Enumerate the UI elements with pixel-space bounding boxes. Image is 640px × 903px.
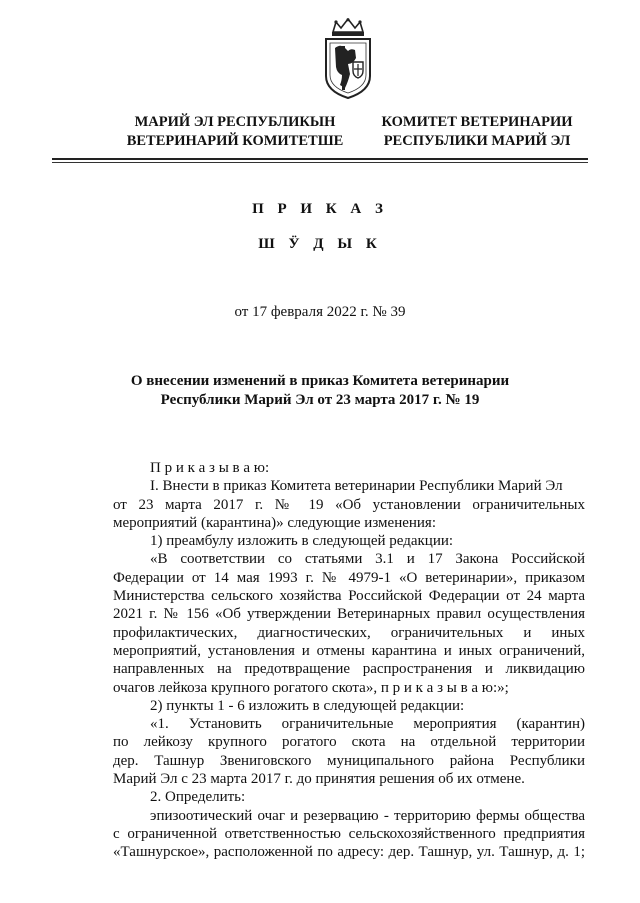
body-line: профилактических, диагностических, ограничительных и иных [113,624,585,641]
body-line: дер. Ташнур Звениговского муниципального района Республики [113,752,585,769]
body-line: «В соответствии со статьями 3.1 и 17 Закона Российской [150,551,585,568]
subject-line1: О внесении изменений в приказ Комитета ветеринарии [130,373,510,389]
body-line: Министерства сельского хозяйства Российской Федерации от 24 марта [113,588,585,605]
header-right-block [362,113,592,151]
body-line: Федерации от 14 мая 1993 г. № 4979-1 «О ветеринарии», приказом [113,569,585,586]
body-line: от 23 марта 2017 г. № 19 «Об установлении ограничительных [113,496,585,513]
body-line: мероприятий, установления и отмены карантина и иных ограничений, [113,642,585,659]
header-left-line2: ВЕТЕРИНАРИЙ КОМИТЕТШЕ [126,133,344,149]
body-line: «Ташнурское», расположенной по адресу: дер. Ташнур, ул. Ташнур, д. 1; [113,844,585,861]
date-line: от 17 февраля 2022 г. № 39 [234,304,406,320]
header-right-line2: РЕСПУБЛИКИ МАРИЙ ЭЛ [383,133,571,149]
body-line: очагов лейкоза крупного рогатого скота», п р и к а з ы в а ю:»; [113,679,509,696]
body-line: 1) преамбулу изложить в следующей редакции: [150,533,454,550]
body-line: 2) пункты 1 - 6 изложить в следующей редакции: [150,697,465,714]
header-left-line1: МАРИЙ ЭЛ РЕСПУБЛИКЫН [134,114,336,130]
body-line: «1. Установить ограничительные мероприятия (карантин) [150,716,585,733]
document-title-mari: Ш Ӱ Д Ы К [258,236,382,252]
body-line: 2021 г. № 156 «Об утверждении Ветеринарных правил осуществления [113,606,585,623]
body-line: направленных на предотвращение распространения и ликвидацию [113,661,585,678]
body-line: П р и к а з ы в а ю: [150,460,270,476]
header-divider-thin [52,162,588,163]
document-title: П Р И К А З [252,201,388,217]
body-line: эпизоотический очаг и резервацию - территорию фермы общества [150,807,585,824]
body-line: 2. Определить: [150,789,246,806]
header-left-block [95,113,375,151]
body-line: Марий Эл с 23 марта 2017 г. до принятия решения об их отмене. [113,771,525,788]
header-divider-thick [52,158,588,160]
document-subject [0,372,640,410]
body-line: по лейкозу крупного рогатого скота на отдельной территории [113,734,585,751]
body-line: I. Внести в приказ Комитета ветеринарии Республики Марий Эл [150,478,563,495]
header-right-line1: КОМИТЕТ ВЕТЕРИНАРИИ [381,114,573,130]
body-line: с ограниченной ответственностью сельскохозяйственного предприятия [113,825,585,842]
subject-line2: Республики Марий Эл от 23 марта 2017 г. № 19 [160,392,480,408]
mari-el-coat-of-arms-icon [321,18,375,100]
document-body [113,459,585,862]
body-line: мероприятий (карантина)» следующие изменения: [113,514,436,531]
